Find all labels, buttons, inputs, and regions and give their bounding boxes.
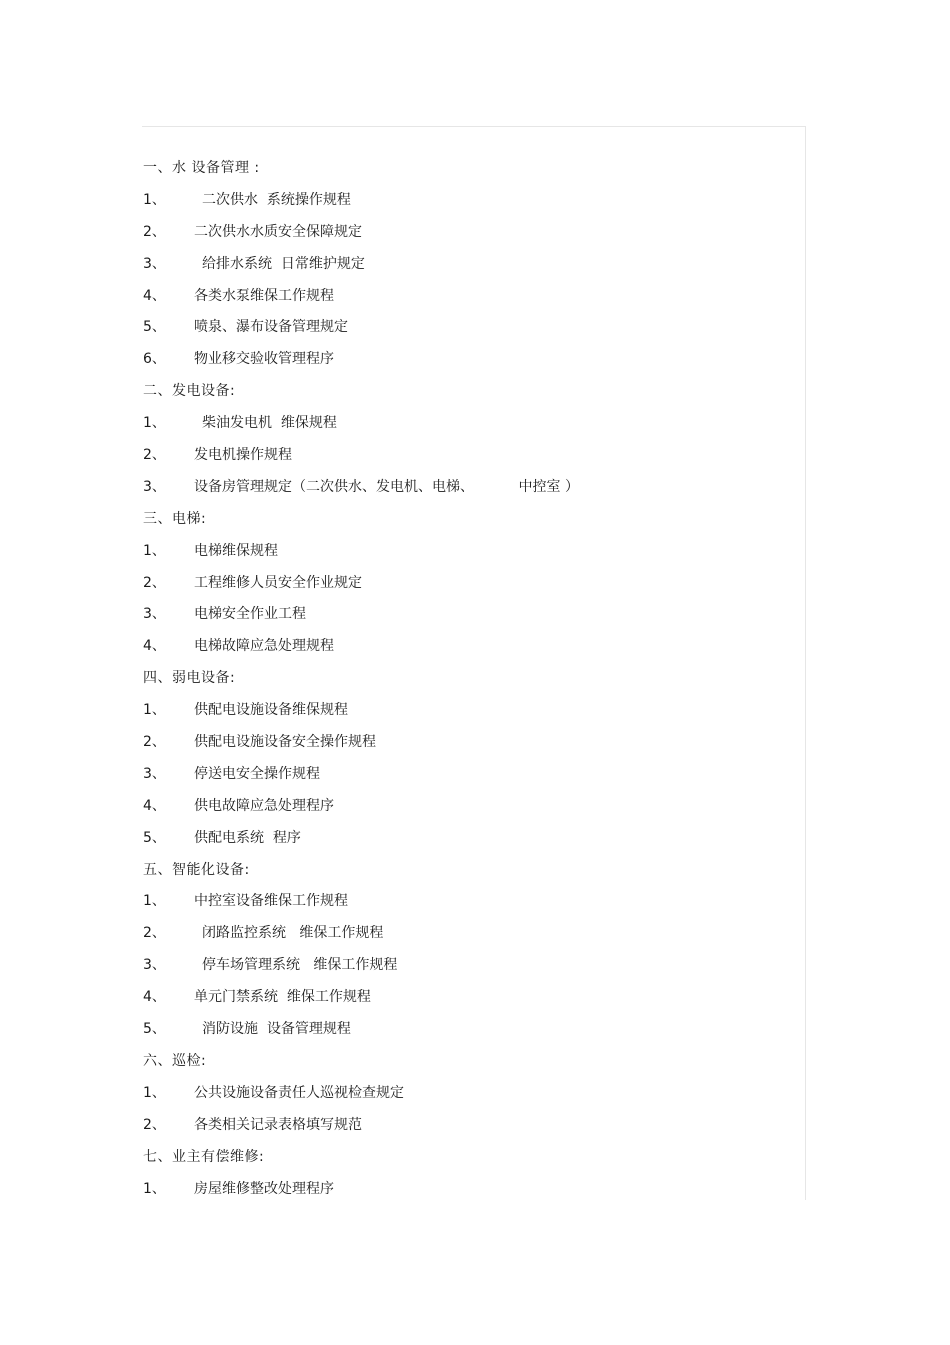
list-item — [143, 1078, 793, 1110]
list-item — [143, 886, 793, 918]
list-item — [143, 982, 793, 1014]
item-number: 2、 — [143, 1116, 166, 1133]
item-text: 各类相关记录表格填写规范 — [194, 1116, 362, 1133]
item-text: 消防设施 设备管理规程 — [202, 1021, 351, 1038]
list-item — [143, 568, 793, 600]
item-number: 2、 — [143, 574, 166, 591]
item-number: 5、 — [143, 1021, 166, 1038]
list-item — [143, 791, 793, 823]
item-number: 6、 — [143, 351, 166, 368]
item-number: 5、 — [143, 319, 166, 336]
item-number: 3、 — [143, 606, 166, 623]
item-text: 供配电设施设备安全操作规程 — [194, 734, 376, 751]
item-number: 2、 — [143, 734, 166, 751]
item-text: 房屋维修整改处理程序 — [194, 1180, 334, 1197]
list-item — [143, 1174, 793, 1206]
list-item — [143, 695, 793, 727]
item-number: 1、 — [143, 702, 166, 719]
list-item — [143, 249, 793, 281]
item-text: 闭路监控系统 维保工作规程 — [202, 925, 384, 942]
list-item — [143, 823, 793, 855]
list-item — [143, 312, 793, 344]
item-text: 供配电系统 程序 — [194, 829, 301, 846]
item-number: 4、 — [143, 638, 166, 655]
item-number: 4、 — [143, 989, 166, 1006]
document-body — [143, 153, 793, 1205]
item-number: 1、 — [143, 191, 166, 208]
item-number: 4、 — [143, 797, 166, 814]
item-text: 二次供水水质安全保障规定 — [194, 223, 362, 240]
list-item — [143, 759, 793, 791]
item-text: 电梯安全作业工程 — [194, 606, 306, 623]
section-title: 六、巡检: — [143, 1052, 207, 1069]
list-item — [143, 472, 793, 504]
item-number: 1、 — [143, 415, 166, 432]
item-number: 1、 — [143, 893, 166, 910]
section-title: 五、智能化设备: — [143, 861, 250, 878]
item-text: 公共设施设备责任人巡视检查规定 — [194, 1084, 404, 1101]
item-number: 3、 — [143, 478, 166, 495]
list-item — [143, 599, 793, 631]
item-text: 供电故障应急处理程序 — [194, 797, 334, 814]
list-item — [143, 727, 793, 759]
item-number: 2、 — [143, 925, 166, 942]
item-text: 二次供水 系统操作规程 — [202, 191, 351, 208]
item-text: 喷泉、瀑布设备管理规定 — [194, 319, 348, 336]
list-item — [143, 631, 793, 663]
item-number: 5、 — [143, 829, 166, 846]
item-text: 工程维修人员安全作业规定 — [194, 574, 362, 591]
section-title: 三、电梯: — [143, 510, 207, 527]
item-number: 2、 — [143, 447, 166, 464]
item-number: 1、 — [143, 1084, 166, 1101]
list-item — [143, 185, 793, 217]
item-text: 柴油发电机 维保规程 — [202, 415, 337, 432]
list-item — [143, 440, 793, 472]
item-number: 1、 — [143, 542, 166, 559]
list-item — [143, 918, 793, 950]
item-number: 3、 — [143, 957, 166, 974]
item-number: 3、 — [143, 765, 166, 782]
item-text: 电梯维保规程 — [194, 542, 278, 559]
item-text: 设备房管理规定（二次供水、发电机、电梯、 中控室 ） — [194, 478, 579, 495]
item-text: 停送电安全操作规程 — [194, 765, 320, 782]
list-item — [143, 217, 793, 249]
section-title: 二、发电设备: — [143, 383, 236, 400]
item-number: 1、 — [143, 1180, 166, 1197]
section-title: 七、业主有偿维修: — [143, 1148, 265, 1165]
item-number: 4、 — [143, 287, 166, 304]
item-text: 各类水泵维保工作规程 — [194, 287, 334, 304]
list-item — [143, 1014, 793, 1046]
item-number: 2、 — [143, 223, 166, 240]
list-item — [143, 536, 793, 568]
item-text: 物业移交验收管理程序 — [194, 351, 334, 368]
item-text: 供配电设施设备维保规程 — [194, 702, 348, 719]
list-item — [143, 408, 793, 440]
list-item — [143, 950, 793, 982]
list-item — [143, 344, 793, 376]
item-text: 单元门禁系统 维保工作规程 — [194, 989, 371, 1006]
item-text: 停车场管理系统 维保工作规程 — [202, 957, 398, 974]
list-item — [143, 281, 793, 313]
item-text: 给排水系统 日常维护规定 — [202, 255, 365, 272]
item-text: 电梯故障应急处理规程 — [194, 638, 334, 655]
item-text: 发电机操作规程 — [194, 447, 292, 464]
item-number: 3、 — [143, 255, 166, 272]
section-title: 四、弱电设备: — [143, 670, 236, 687]
list-item — [143, 1110, 793, 1142]
section-title: 一、水 设备管理 : — [143, 160, 260, 176]
item-text: 中控室设备维保工作规程 — [194, 893, 348, 910]
